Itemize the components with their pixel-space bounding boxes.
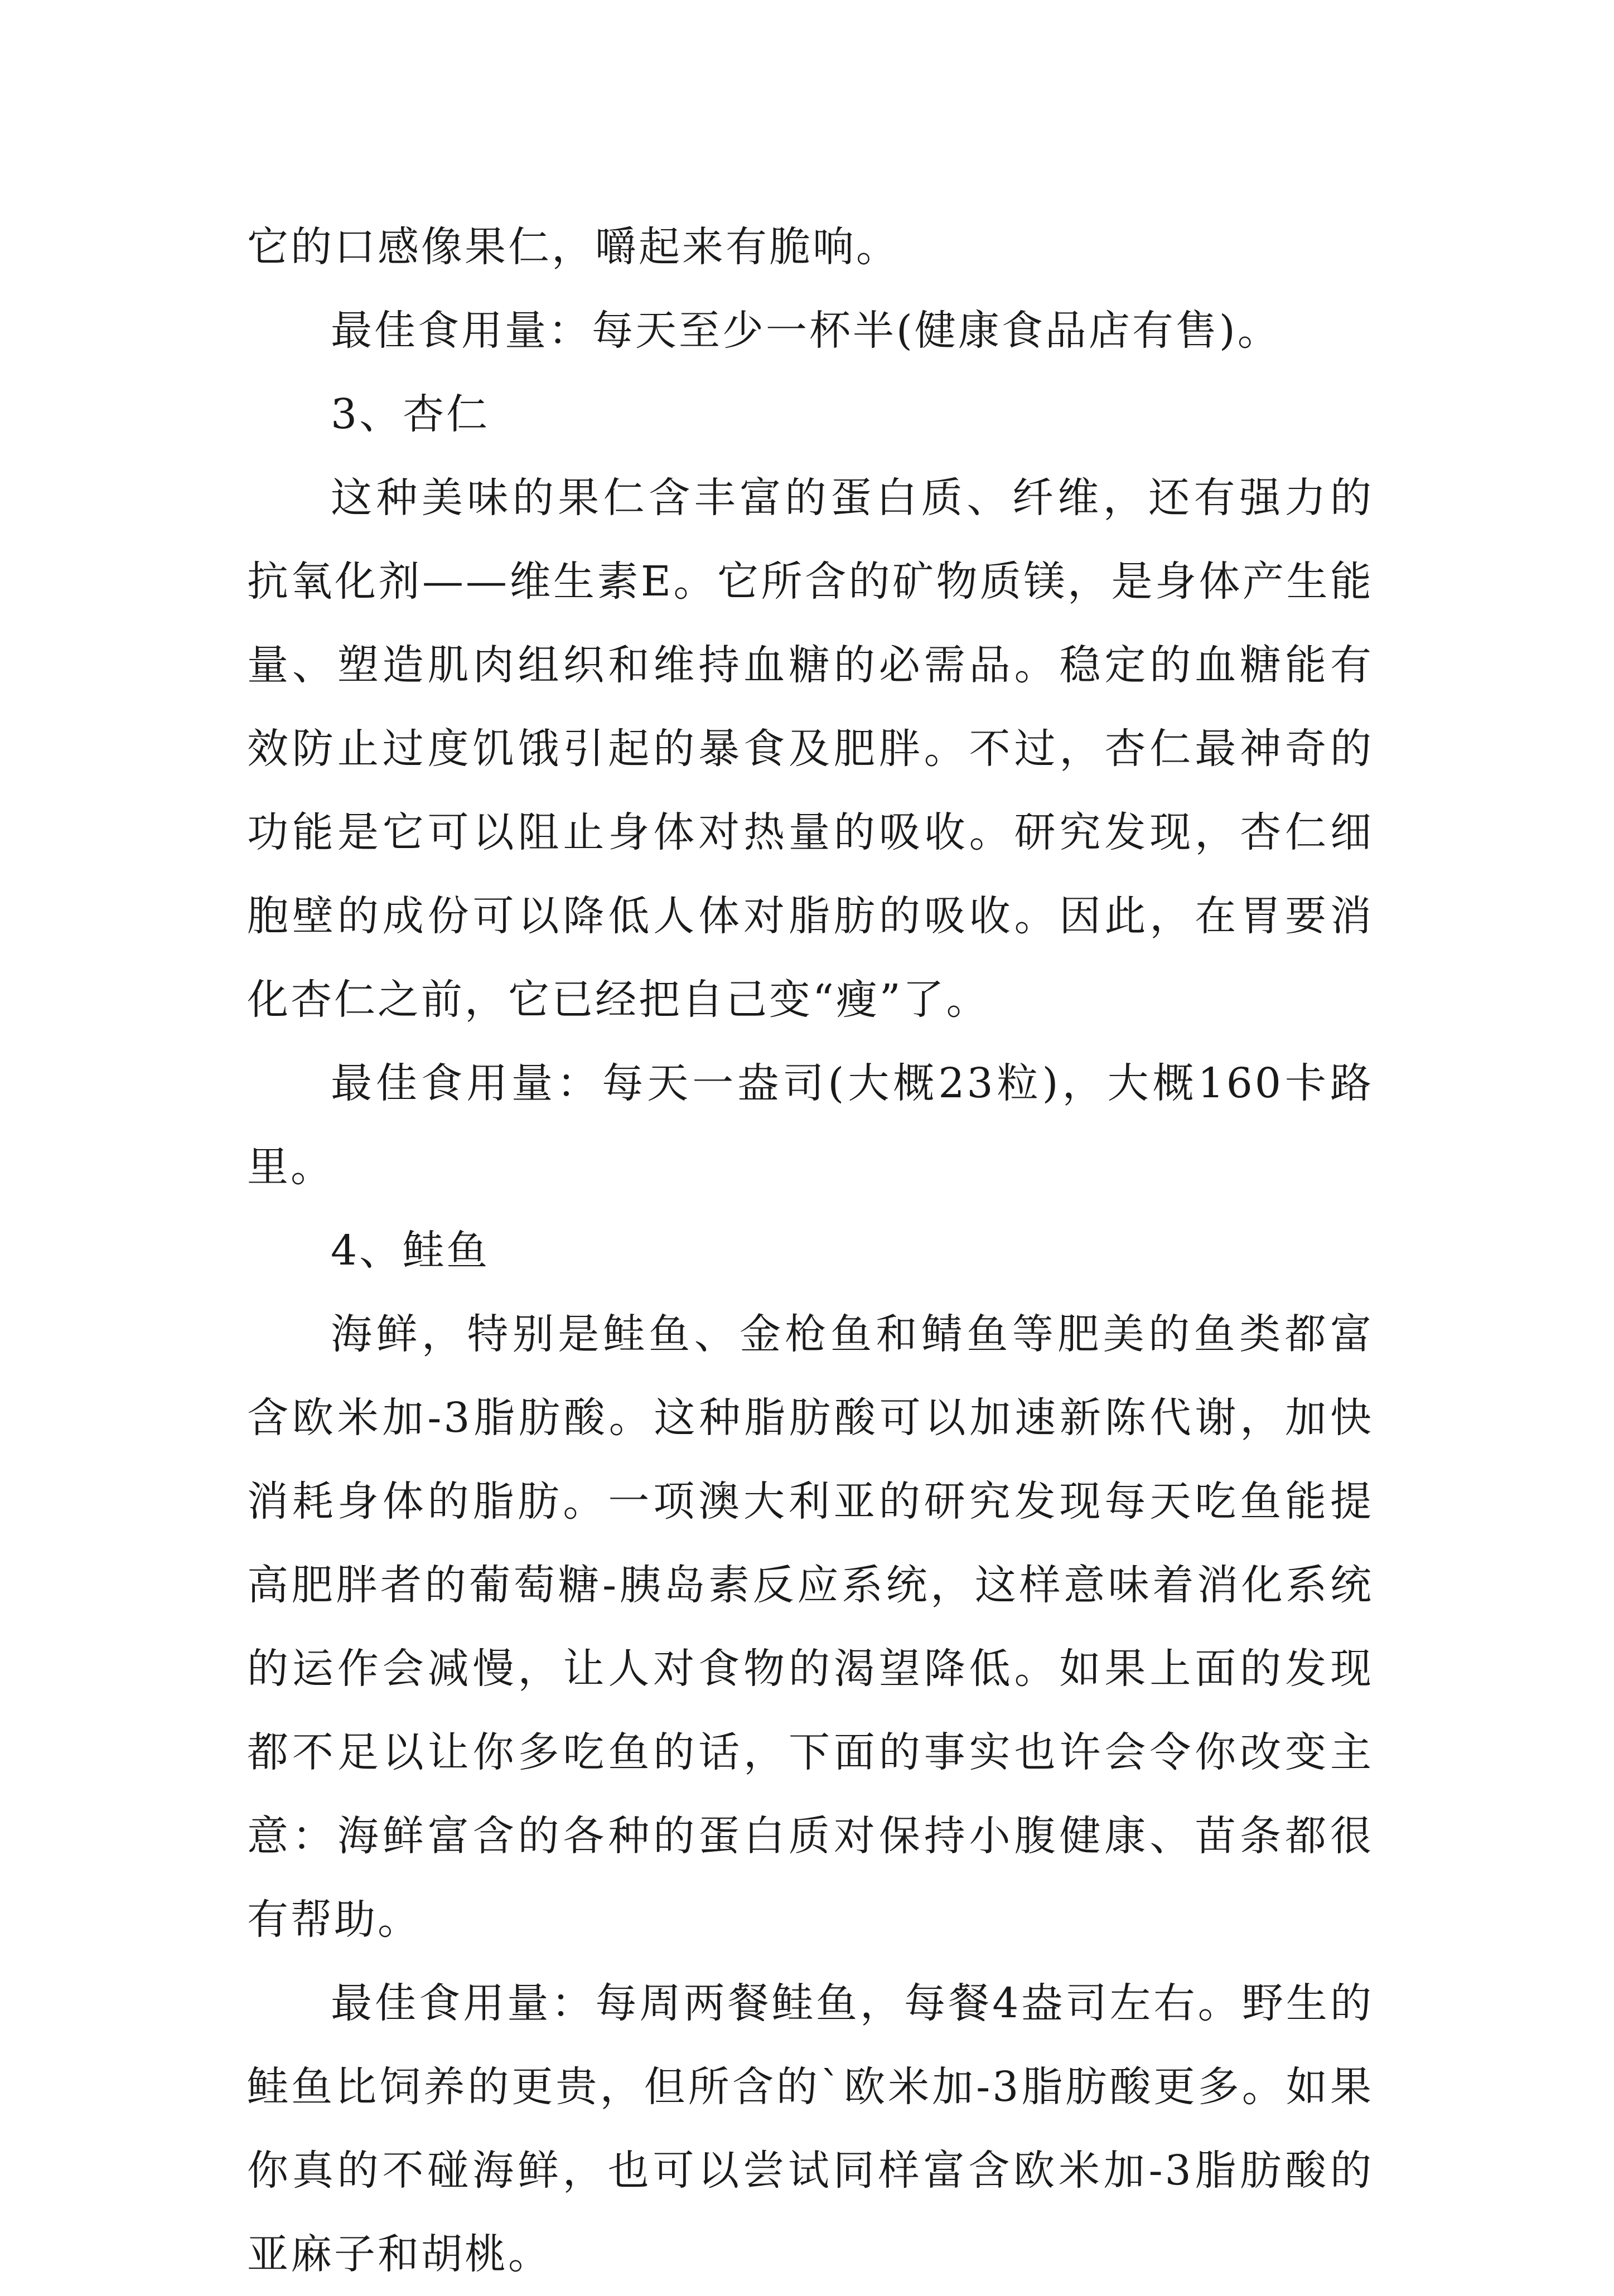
paragraph: 最佳食用量：每周两餐鲑鱼，每餐4盎司左右。野生的鲑鱼比饲养的更贵，但所含的`欧米加-3脂肪酸更多。如果你真的不碰海鲜，也可以尝试同样富含欧米加-3脂肪酸的亚麻子和胡桃。 [247,1979,1374,2278]
paragraph: 海鲜，特别是鲑鱼、金枪鱼和鲭鱼等肥美的鱼类都富含欧米加-3脂肪酸。这种脂肪酸可以加速新陈代谢，加快消耗身体的脂肪。一项澳大利亚的研究发现每天吃鱼能提高肥胖者的葡萄糖-胰岛素反应系统，这样意味着消化系统的运作会减慢，让人对食物的渴望降低。如果上面的发现都不足以让你多吃鱼的话，下面的事实也许会令你改变主意：海鲜富含的各种的蛋白质对保持小腹健康、苗条都很有帮助。 [247,1310,1374,1944]
paragraph: 这种美味的果仁含丰富的蛋白质、纤维，还有强力的抗氧化剂——维生素E。它所含的矿物质镁，是身体产生能量、塑造肌肉组织和维持血糖的必需品。稳定的血糖能有效防止过度饥饿引起的暴食及肥胖。不过，杏仁最神奇的功能是它可以阻止身体对热量的吸收。研究发现，杏仁细胞壁的成份可以降低人体对脂肪的吸收。因此，在胃要消化杏仁之前，它已经把自己变“瘦”了。 [247,474,1374,1024]
document-body [247,205,1374,2296]
paragraph: 最佳食用量：每天至少一杯半(健康食品店有售)。 [331,307,1281,355]
paragraph: 最佳食用量：每天一盎司(大概23粒)，大概160卡路里。 [247,1059,1374,1191]
paragraph: 它的口感像果仁，嚼起来有脆响。 [247,223,900,271]
section-heading: 4、鲑鱼 [331,1227,490,1275]
section-heading: 3、杏仁 [331,390,490,438]
